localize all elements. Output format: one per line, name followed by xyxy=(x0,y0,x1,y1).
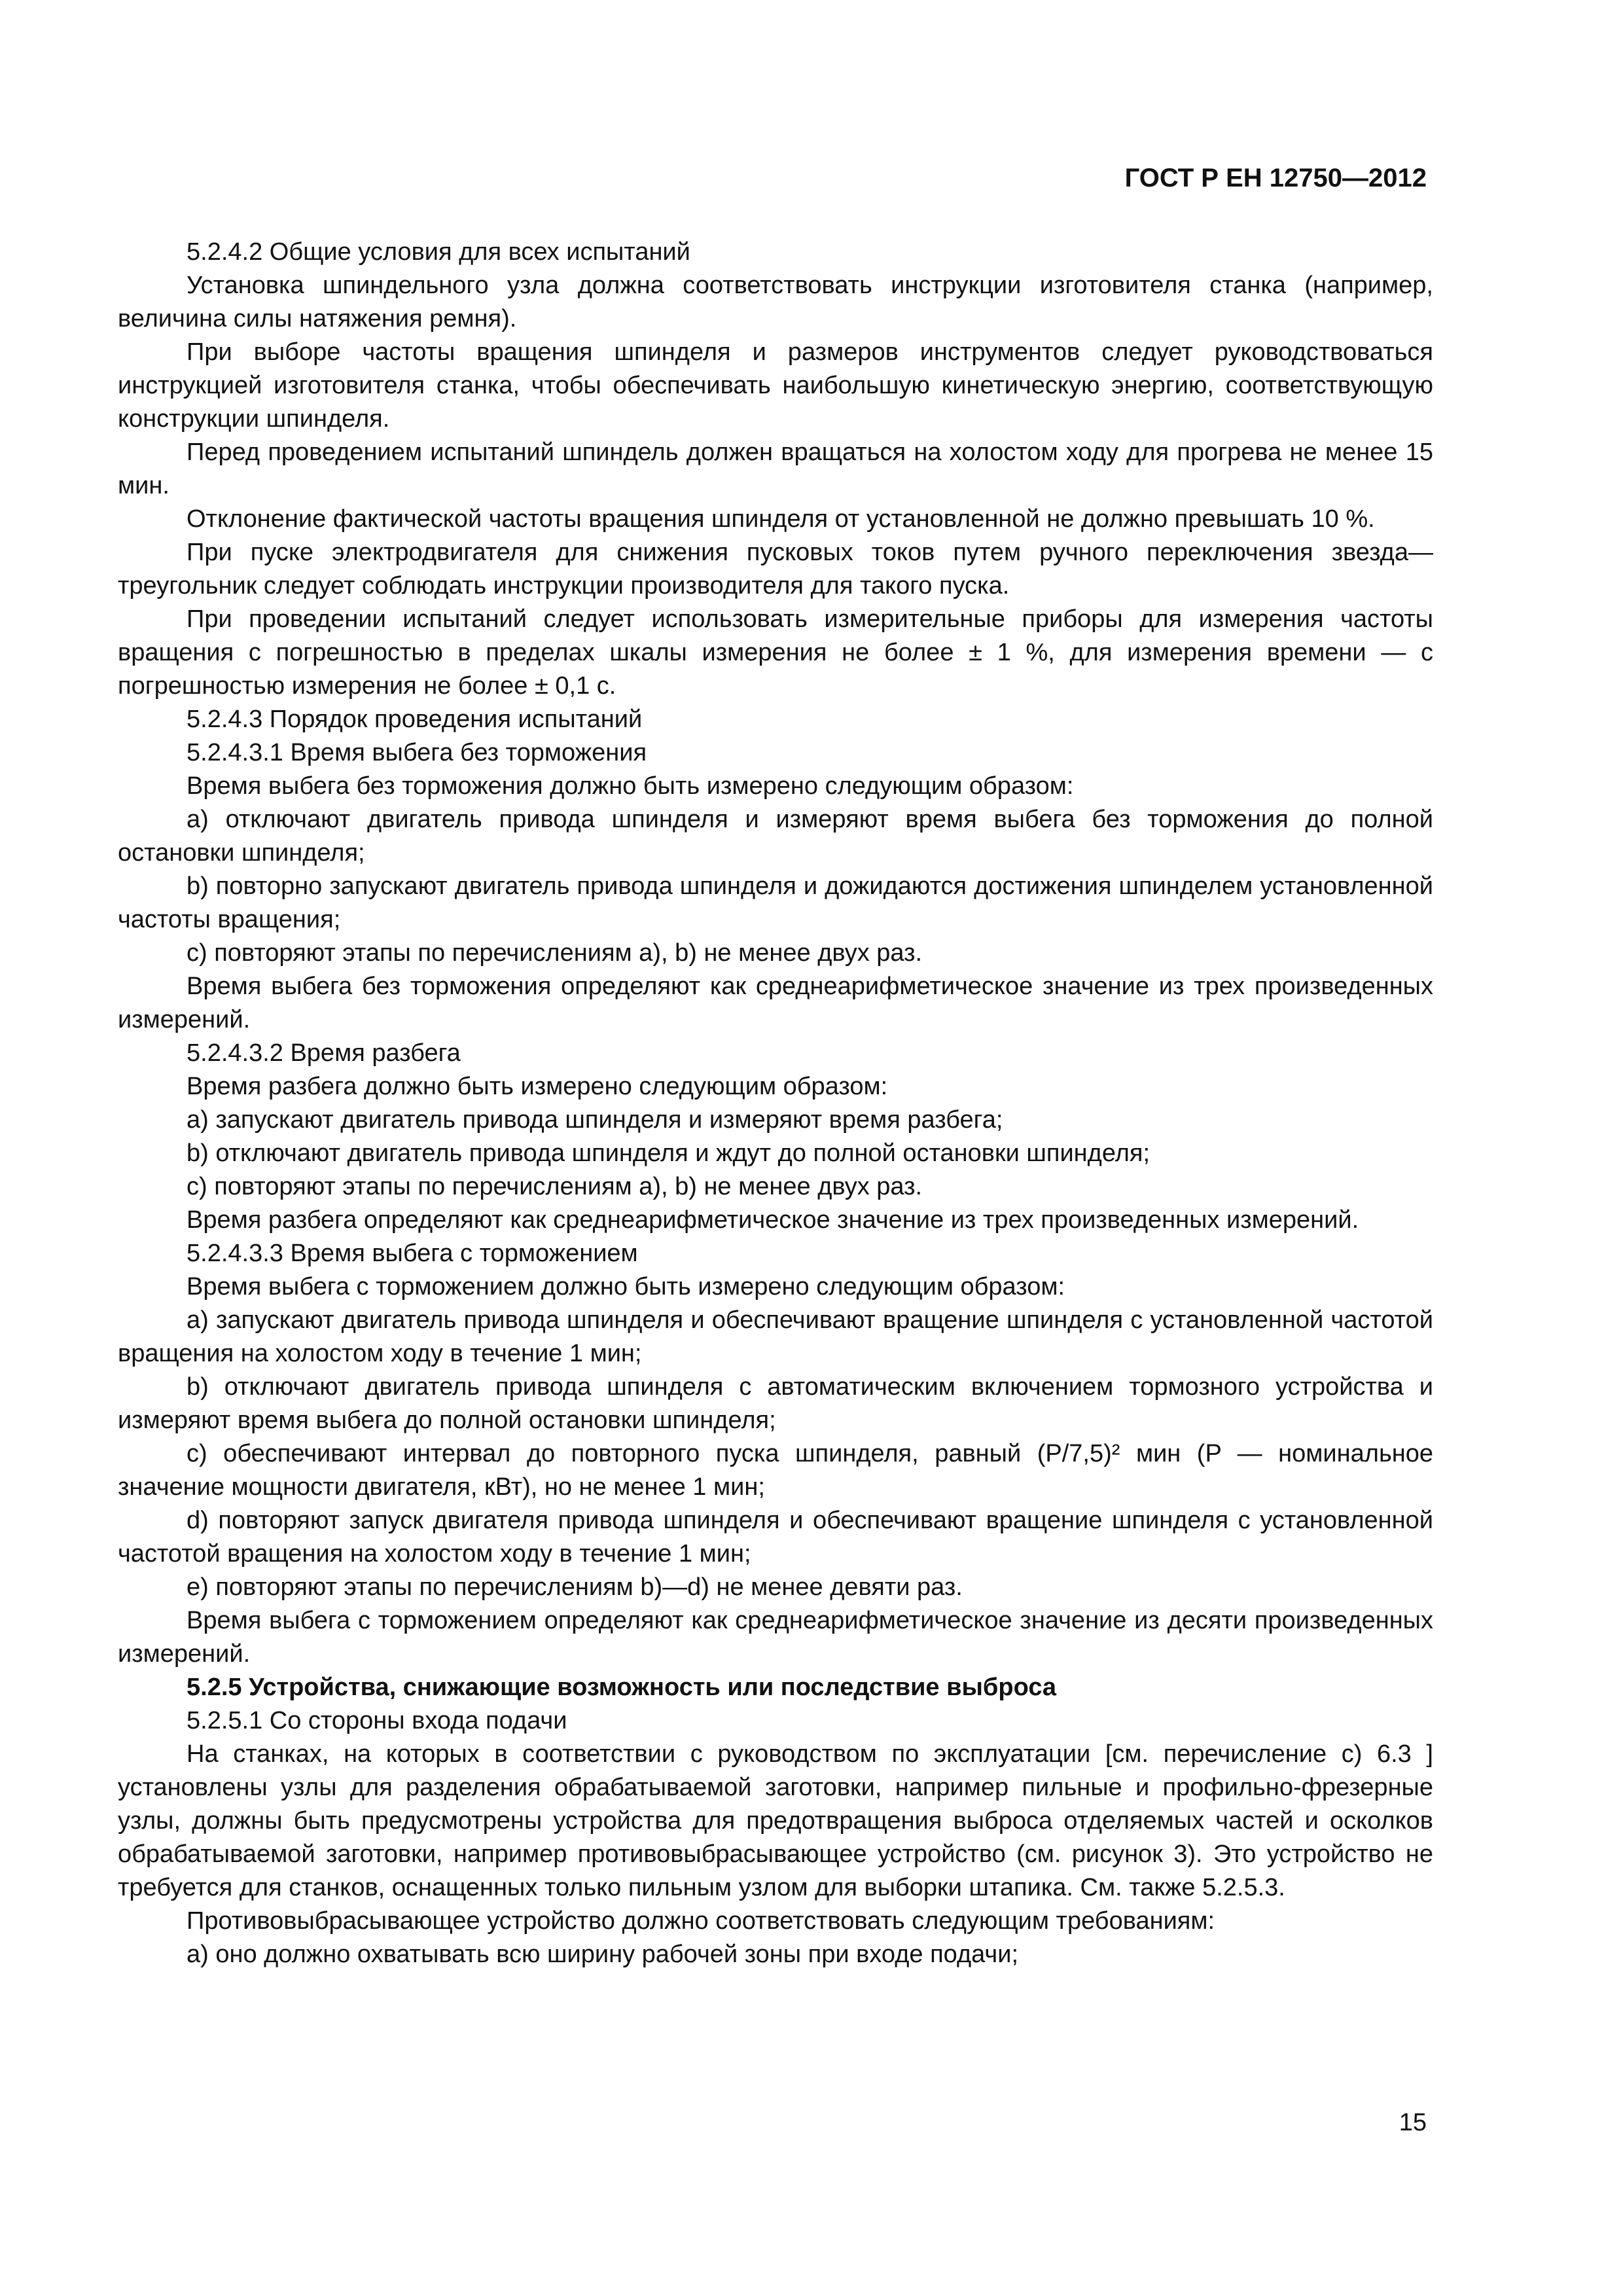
paragraph: Время выбега с торможением определяют как среднеарифметическое значение из десяти произведенных измерений. xyxy=(118,1607,1433,1668)
paragraph: При проведении испытаний следует использовать измерительные приборы для измерения частоты вращения с погрешностью в пределах шкалы измерения не более ± 1 %, для измерения времени — с погрешностью измерения не более ± 0,1 с. xyxy=(118,605,1433,700)
paragraph: Перед проведением испытаний шпиндель должен вращаться на холостом ходу для прогрева не менее 15 мин. xyxy=(118,439,1433,499)
paragraph: Установка шпиндельного узла должна соответствовать инструкции изготовителя станка (например, величина силы натяжения ремня). xyxy=(118,272,1433,332)
paragraph: При выборе частоты вращения шпинделя и размеров инструментов следует руководствоваться инструкцией изготовителя станка, чтобы обеспечивать наибольшую кинетическую энергию, соответствующую конструкции шпинделя. xyxy=(118,338,1433,433)
list-item: d) повторяют запуск двигателя привода шпинделя и обеспечивают вращение шпинделя с установленной частотой вращения на холостом ходу в течение 1 мин; xyxy=(118,1507,1433,1568)
paragraph: Время выбега без торможения должно быть измерено следующим образом: xyxy=(187,772,1074,800)
section-heading: 5.2.4.3.2 Время разбега xyxy=(187,1039,461,1067)
list-item: a) запускают двигатель привода шпинделя и обеспечивают вращение шпинделя с установленной частотой вращения на холостом ходу в течение 1 мин; xyxy=(118,1306,1433,1367)
page-number: 15 xyxy=(1399,2109,1427,2136)
paragraph: Время выбега без торможения определяют как среднеарифметическое значение из трех произведенных измерений. xyxy=(118,973,1433,1033)
list-item: b) повторно запускают двигатель привода шпинделя и дожидаются достижения шпинделем установленной частоты вращения; xyxy=(118,872,1433,933)
paragraph: Время разбега определяют как среднеарифметическое значение из трех произведенных измерений. xyxy=(187,1206,1359,1234)
list-item: c) повторяют этапы по перечислениям a), b) не менее двух раз. xyxy=(187,939,923,967)
paragraph: На станках, на которых в соответствии с руководством по эксплуатации [см. перечисление c) 6.3 ] установлены узлы для разделения обрабатываемой заготовки, например пильные и профильно-фрезерные узлы, должны быть предусмотрены устройства для предотвращения выброса отделяемых частей и осколков обрабатываемой заготовки, например противовыбрасывающее устройство (см. рисунок 3). Это устройство не требуется для станков, оснащенных только пильным узлом для выборки штапика. См. также 5.2.5.3. xyxy=(118,1740,1433,1901)
paragraph: 5.2.4.2 Общие условия для всех испытаний xyxy=(187,238,690,266)
section-heading-bold: 5.2.5 Устройства, снижающие возможность или последствие выброса xyxy=(187,1674,1057,1701)
document-body xyxy=(118,236,1433,1971)
list-item: c) повторяют этапы по перечислениям a), b) не менее двух раз. xyxy=(187,1173,923,1200)
list-item: a) оно должно охватывать всю ширину рабочей зоны при входе подачи; xyxy=(187,1941,1019,1968)
document-header: ГОСТ Р ЕН 12750—2012 xyxy=(1124,164,1427,192)
list-item: b) отключают двигатель привода шпинделя и ждут до полной остановки шпинделя; xyxy=(187,1139,1150,1167)
paragraph: При пуске электродвигателя для снижения пусковых токов путем ручного переключения звезда—треугольник следует соблюдать инструкции производителя для такого пуска. xyxy=(118,539,1433,600)
paragraph: Время разбега должно быть измерено следующим образом: xyxy=(187,1073,888,1100)
list-item: e) повторяют этапы по перечислениям b)—d) не менее девяти раз. xyxy=(187,1573,963,1601)
list-item: a) отключают двигатель привода шпинделя и измеряют время выбега без торможения до полной остановки шпинделя; xyxy=(118,806,1433,867)
section-heading: 5.2.4.3.3 Время выбега с торможением xyxy=(187,1240,638,1267)
paragraph: Время выбега с торможением должно быть измерено следующим образом: xyxy=(187,1273,1065,1300)
section-heading: 5.2.4.3 Порядок проведения испытаний xyxy=(187,706,643,733)
list-item: c) обеспечивают интервал до повторного пуска шпинделя, равный (P/7,5)² мин (P — номинальное значение мощности двигателя, кВт), но не менее 1 мин; xyxy=(118,1440,1433,1501)
paragraph: Отклонение фактической частоты вращения шпинделя от установленной не должно превышать 10 %. xyxy=(187,505,1375,533)
list-item: b) отключают двигатель привода шпинделя с автоматическим включением тормозного устройства и измеряют время выбега до полной остановки шпинделя; xyxy=(118,1373,1433,1434)
paragraph: Противовыбрасывающее устройство должно соответствовать следующим требованиям: xyxy=(187,1907,1215,1935)
section-heading: 5.2.5.1 Со стороны входа подачи xyxy=(187,1707,567,1734)
section-heading: 5.2.4.3.1 Время выбега без торможения xyxy=(187,739,647,766)
list-item: a) запускают двигатель привода шпинделя и измеряют время разбега; xyxy=(187,1106,1003,1134)
